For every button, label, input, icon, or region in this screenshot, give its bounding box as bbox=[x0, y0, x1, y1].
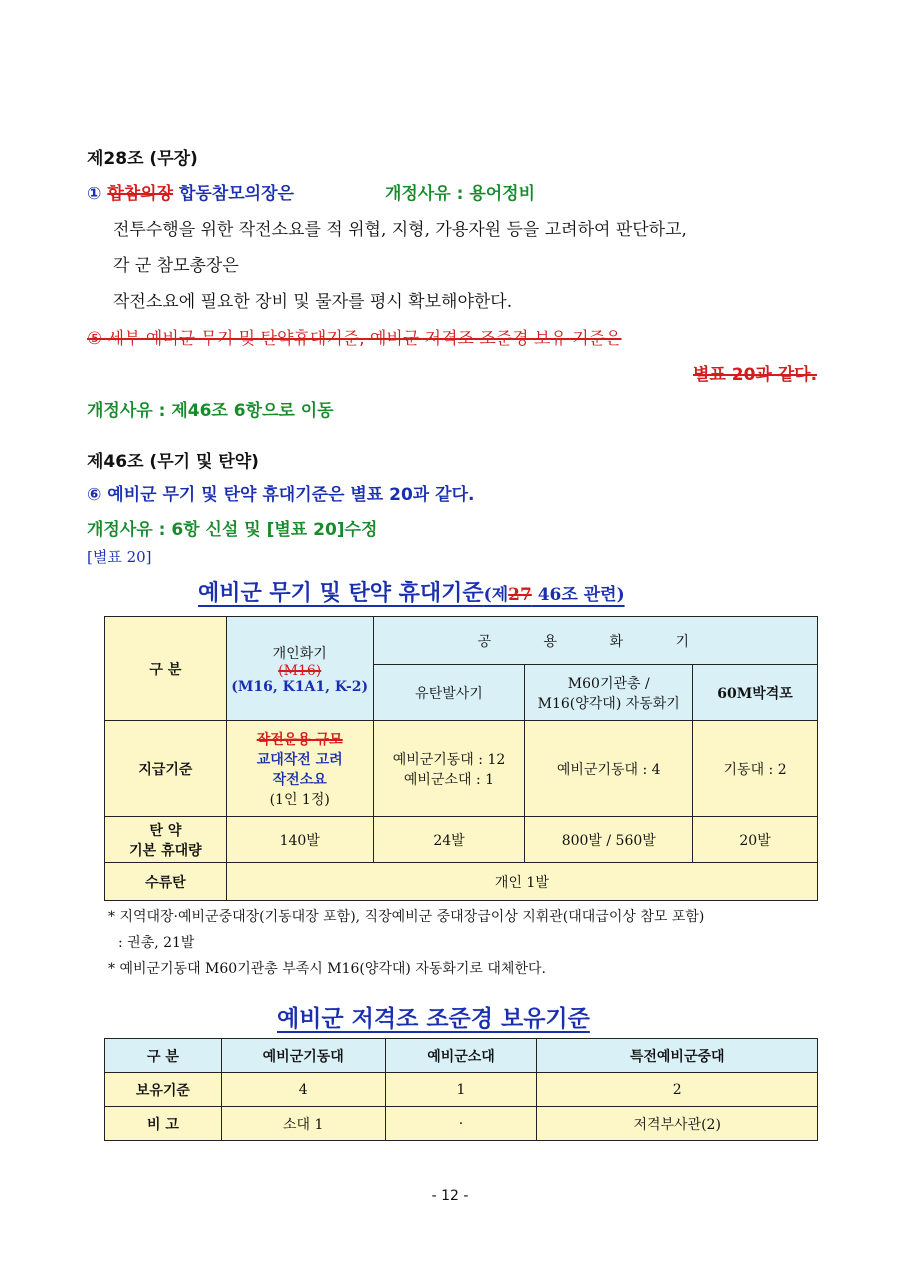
issue-grenade-line2: 예비군소대 : 1 bbox=[403, 771, 495, 788]
ammo-mortar: 20발 bbox=[693, 817, 818, 863]
scope-table bbox=[104, 1038, 818, 1141]
scope-row1-platoon: 1 bbox=[385, 1073, 537, 1107]
row-ammo-label-line1: 탄 약 bbox=[149, 822, 182, 839]
scope-row2-platoon: · bbox=[385, 1107, 537, 1141]
scope-row1-special: 2 bbox=[537, 1073, 818, 1107]
issue-personal-old: 작전운용 규모 bbox=[256, 731, 343, 748]
header-mortar: 60M박격포 bbox=[693, 665, 818, 721]
ammo-m60: 800발 / 560발 bbox=[525, 817, 693, 863]
ammo-grenade: 24발 bbox=[373, 817, 525, 863]
table-1-title-open: (제 bbox=[483, 585, 509, 605]
scope-row2-label: 비 고 bbox=[105, 1107, 222, 1141]
term-suffix: 은 bbox=[277, 184, 294, 204]
table-2-title: 예비군 저격조 조준경 보유기준 bbox=[277, 1005, 590, 1032]
article-46-heading: 제46조 (무기 및 탄약) bbox=[87, 452, 259, 472]
row-ammo-label-line2: 기본 휴대량 bbox=[129, 842, 202, 859]
article-28-heading: 제28조 (무장) bbox=[87, 149, 198, 169]
page-number: - 12 - bbox=[431, 1188, 469, 1204]
article-46-item-6: ⑥ 예비군 무기 및 탄약 휴대기준은 별표 20과 같다. bbox=[87, 485, 475, 505]
header-m60 bbox=[525, 665, 693, 721]
grenade-value: 개인 1발 bbox=[226, 863, 817, 901]
deleted-item-5: ⑤ 세부 예비군 무기 및 탄약휴대기준, 예비군 저격조 조준경 보유 기준은 bbox=[87, 329, 622, 349]
issue-mortar: 기동대 : 2 bbox=[693, 721, 818, 817]
row-ammo-label bbox=[105, 817, 227, 863]
scope-row1-mobile: 4 bbox=[221, 1073, 385, 1107]
body-line-2: 각 군 참모총장은 bbox=[113, 256, 239, 276]
body-line-3: 작전소요에 필요한 장비 및 물자를 평시 확보해야한다. bbox=[113, 292, 513, 312]
issue-personal-note: (1인 1정) bbox=[269, 791, 330, 808]
body-line-1: 전투수행을 위한 작전소요를 적 위협, 지형, 가용자원 등을 고려하여 판단하고, bbox=[113, 220, 687, 240]
row-issue-standard-label: 지급기준 bbox=[105, 721, 227, 817]
header-personal-label: 개인화기 bbox=[272, 645, 327, 662]
header-m60-line2: M16(양각대) 자동화기 bbox=[537, 695, 680, 712]
table-1-title-old: 27 bbox=[508, 585, 532, 605]
issue-personal-new1: 교대작전 고려 bbox=[256, 751, 343, 768]
scope-row2-mobile: 소대 1 bbox=[221, 1107, 385, 1141]
revision-reason-1: 개정사유 : 용어정비 bbox=[385, 184, 536, 204]
revision-reason-2: 개정사유 : 제46조 6항으로 이동 bbox=[87, 401, 334, 421]
item-number: ① bbox=[87, 184, 102, 204]
note-1b: : 권총, 21발 bbox=[118, 935, 195, 951]
scope-header-platoon: 예비군소대 bbox=[385, 1039, 537, 1073]
header-personal-new: (M16, K1A1, K-2) bbox=[231, 678, 369, 695]
header-personal-weapon bbox=[226, 617, 373, 721]
header-m60-line1: M60기관총 / bbox=[567, 675, 650, 692]
scope-row2-special: 저격부사관(2) bbox=[537, 1107, 818, 1141]
scope-header-gubun: 구 분 bbox=[105, 1039, 222, 1073]
note-2: * 예비군기동대 M60기관총 부족시 M16(양각대) 자동화기로 대체한다. bbox=[108, 961, 546, 977]
issue-personal bbox=[226, 721, 373, 817]
weapons-ammo-table bbox=[104, 616, 818, 901]
note-1a: * 지역대장·예비군중대장(기동대장 포함), 직장예비군 중대장급이상 지휘관(대대급이상 참모 포함) bbox=[108, 909, 705, 925]
row-grenade-label: 수류탄 bbox=[105, 863, 227, 901]
issue-grenade-line1: 예비군기동대 : 12 bbox=[392, 751, 506, 768]
header-personal-old: (M16) bbox=[278, 662, 322, 679]
deleted-term: 합참의장 bbox=[107, 184, 174, 204]
table-1-title bbox=[198, 576, 625, 607]
revision-reason-3: 개정사유 : 6항 신설 및 [별표 20]수정 bbox=[87, 520, 378, 540]
header-gubun: 구 분 bbox=[105, 617, 227, 721]
table-1-title-new: 46조 관련) bbox=[531, 585, 625, 605]
article-28-item-1 bbox=[87, 182, 294, 206]
scope-header-special: 특전예비군중대 bbox=[537, 1039, 818, 1073]
deleted-item-5-end: 별표 20과 같다. bbox=[693, 365, 818, 385]
scope-row1-label: 보유기준 bbox=[105, 1073, 222, 1107]
issue-personal-new2: 작전소요 bbox=[272, 771, 327, 788]
header-crew-weapons: 공 용 화 기 bbox=[373, 617, 817, 665]
table-1-title-main: 예비군 무기 및 탄약 휴대기준 bbox=[198, 580, 484, 606]
new-term: 합동참모의장 bbox=[178, 184, 278, 204]
issue-m60: 예비군기동대 : 4 bbox=[525, 721, 693, 817]
issue-grenade bbox=[373, 721, 525, 817]
header-grenade-launcher: 유탄발사기 bbox=[373, 665, 525, 721]
ammo-personal: 140발 bbox=[226, 817, 373, 863]
annex-label: [별표 20] bbox=[87, 548, 152, 566]
scope-header-mobile: 예비군기동대 bbox=[221, 1039, 385, 1073]
